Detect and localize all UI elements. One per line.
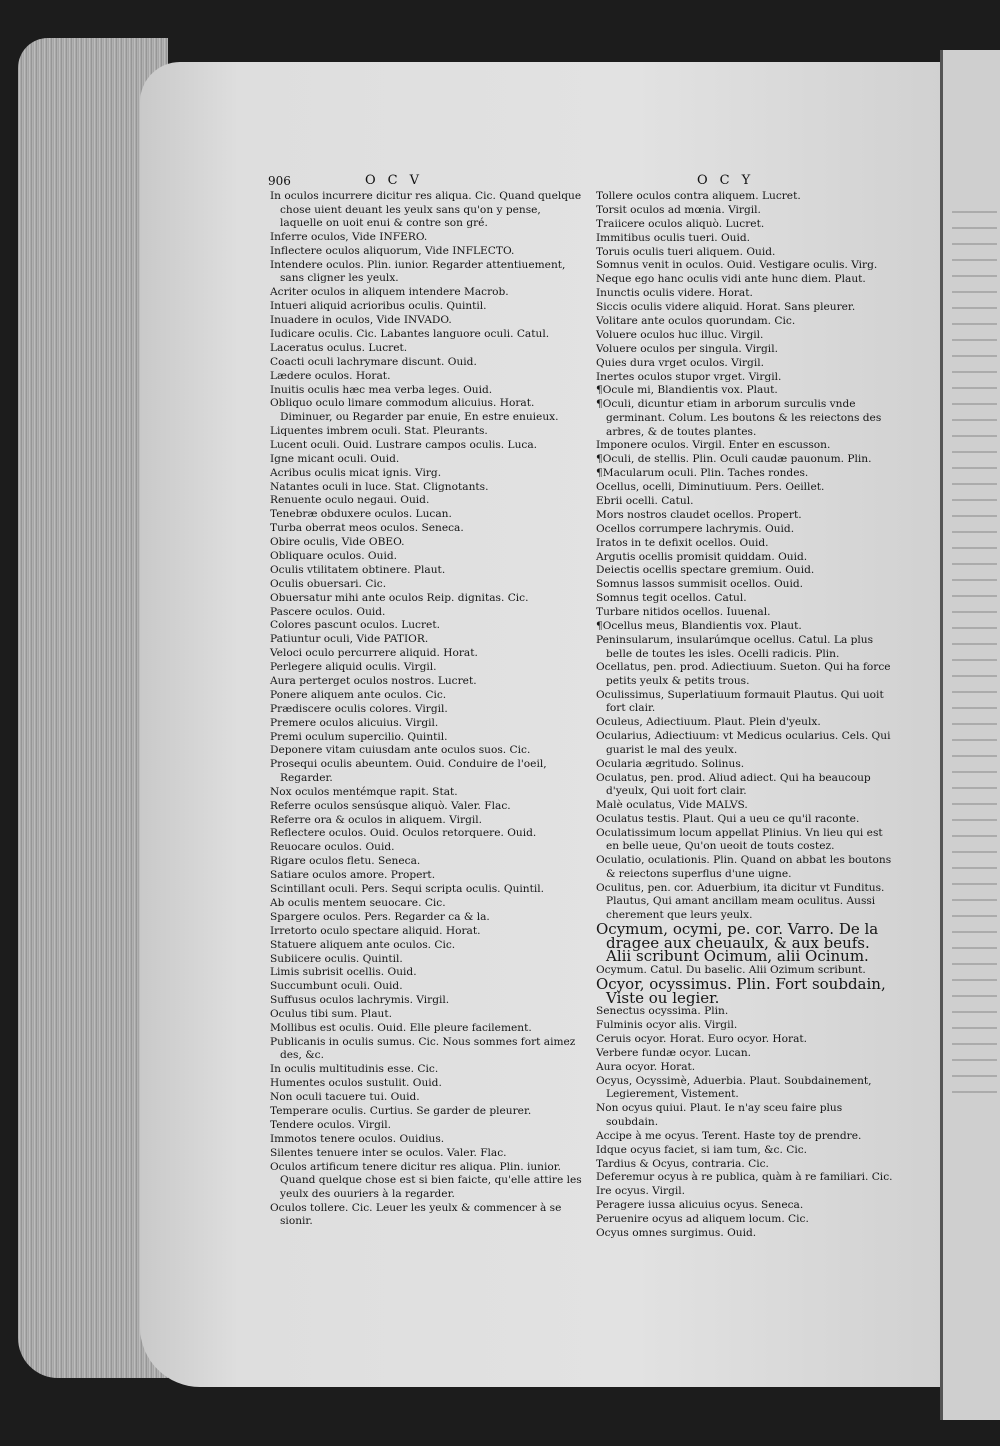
dictionary-entry: Igne micant oculi. Ouid. <box>270 452 400 465</box>
dictionary-entry: Ocellos corrumpere lachrymis. Ouid. <box>596 522 795 535</box>
dictionary-entry: Temperare oculis. Curtius. Se garder de pleurer. <box>270 1105 532 1117</box>
dictionary-entry: Somnus venit in oculos. Ouid. Vestigare oculis. Virg. <box>596 259 878 272</box>
dictionary-entry: Malè oculatus, Vide MALVS. <box>596 799 748 812</box>
dictionary-entry: Verbere fundæ ocyor. Lucan. <box>596 1047 752 1060</box>
dictionary-entry: Inferre oculos, Vide INFERO. <box>270 231 428 244</box>
dictionary-entry: Ocyus omnes surgimus. Ouid. <box>596 1227 757 1240</box>
dictionary-entry: Oculissimus, Superlatiuum formauit Plautus. Qui uoit fort clair. <box>596 688 884 715</box>
dictionary-entry: Spargere oculos. Pers. Regarder ca & la. <box>270 910 490 923</box>
dictionary-entry: Ab oculis mentem seuocare. Cic. <box>270 896 446 909</box>
dictionary-entry: Deferemur ocyus à re publica, quàm à re familiari. Cic. <box>596 1171 893 1184</box>
dictionary-entry: Ocymum, ocymi, pe. cor. Varro. De la dragee aux cheuaulx, & aux beufs. Alii scribunt Ocimum, alii Ocinum. <box>596 919 879 966</box>
dictionary-entry: Volitare ante oculos quorundam. Cic. <box>596 315 796 328</box>
dictionary-entry: Peragere iussa alicuius ocyus. Seneca. <box>596 1199 804 1212</box>
dictionary-entry: Acribus oculis micat ignis. Virg. <box>270 466 442 479</box>
dictionary-entry: Fulminis ocyor alis. Virgil. <box>596 1019 738 1032</box>
dictionary-entry: Inunctis oculis videre. Horat. <box>596 287 753 300</box>
dictionary-entry: Iudicare oculis. Cic. Labantes languore oculi. Catul. <box>270 328 550 341</box>
dictionary-entry: Colores pascunt oculos. Lucret. <box>270 619 440 632</box>
dictionary-entry: Premere oculos alicuius. Virgil. <box>270 716 439 729</box>
dictionary-entry: Inertes oculos stupor vrget. Virgil. <box>596 370 782 383</box>
dictionary-entry: Tendere oculos. Virgil. <box>270 1118 391 1131</box>
dictionary-entry: Perlegere aliquid oculis. Virgil. <box>270 661 437 674</box>
dictionary-entry: Deponere vitam cuiusdam ante oculos suos. Cic. <box>270 744 531 757</box>
dictionary-entry: Oculos artificum tenere dicitur res aliqua. Plin. iunior. Quand quelque chose est si bien faicte, qu'elle attire les yeulx des ouuriers à la regarder. <box>270 1160 582 1200</box>
dictionary-entry: Oculatissimum locum appellat Plinius. Vn lieu qui est en belle ueue, Qu'on ueoit de touts costez. <box>596 826 883 853</box>
dictionary-entry: Premi oculum supercilio. Quintil. <box>270 730 448 743</box>
dictionary-entry: ¶Ocellus meus, Blandientis vox. Plaut. <box>596 620 802 633</box>
dictionary-entry: Obuersatur mihi ante oculos Reip. dignitas. Cic. <box>270 591 529 604</box>
dictionary-entry: Non ocyus quiui. Plaut. Ie n'ay sceu faire plus soubdain. <box>596 1102 843 1128</box>
dictionary-entry: Somnus lassos summisit ocellos. Ouid. <box>596 578 804 591</box>
dictionary-entry: Aura perterget oculos nostros. Lucret. <box>270 674 477 687</box>
dictionary-entry: Prosequi oculis abeuntem. Ouid. Conduire de l'oeil, Regarder. <box>270 758 547 784</box>
dictionary-entry: Ire ocyus. Virgil. <box>596 1185 686 1198</box>
dictionary-entry: Prædiscere oculis colores. Virgil. <box>270 702 448 715</box>
dictionary-entry: Irretorto oculo spectare aliquid. Horat. <box>270 924 481 937</box>
dictionary-entry: Ponere aliquem ante oculos. Cic. <box>270 688 447 701</box>
dictionary-entry: Torsit oculos ad mœnia. Virgil. <box>596 203 761 216</box>
dictionary-entry: Somnus tegit ocellos. Catul. <box>596 592 747 605</box>
dictionary-entry: Lucent oculi. Ouid. Lustrare campos oculis. Luca. <box>270 438 538 451</box>
dictionary-entry: Satiare oculos amore. Propert. <box>270 869 436 882</box>
dictionary-entry: Intendere oculos. Plin. iunior. Regarder attentiuement, sans cligner les yeulx. <box>270 258 566 285</box>
dictionary-entry: Succumbunt oculi. Ouid. <box>270 980 403 993</box>
dictionary-entry: Oculis obuersari. Cic. <box>270 577 387 590</box>
dictionary-entry: Immitibus oculis tueri. Ouid. <box>596 231 751 244</box>
dictionary-entry: ¶Oculi, de stellis. Plin. Oculi caudæ pauonum. Plin. <box>596 453 872 466</box>
dictionary-entry: Voluere oculos huc illuc. Virgil. <box>596 328 764 341</box>
dictionary-entry: Publicanis in oculis sumus. Cic. Nous sommes fort aimez des, &c. <box>270 1035 576 1062</box>
dictionary-entry: Ocellus, ocelli, Diminutiuum. Pers. Oeillet. <box>596 481 825 494</box>
dictionary-entry: Rigare oculos fletu. Seneca. <box>270 855 421 868</box>
left-column <box>270 190 585 1229</box>
dictionary-entry: Argutis ocellis promisit quiddam. Ouid. <box>596 550 808 563</box>
dictionary-entry: Inuitis oculis hæc mea verba leges. Ouid. <box>270 383 493 396</box>
dictionary-entry: Mollibus est oculis. Ouid. Elle pleure facilement. <box>270 1021 532 1034</box>
dictionary-entry: Reflectere oculos. Ouid. Oculos retorquere. Ouid. <box>270 827 537 840</box>
dictionary-entry: Turbare nitidos ocellos. Iuuenal. <box>596 606 771 619</box>
dictionary-entry: Peninsularum, insularúmque ocellus. Catul. La plus belle de toutes les isles. Ocelli radicis. Plin. <box>596 633 874 660</box>
dictionary-entry: Ocyus, Ocyssimè, Aduerbia. Plaut. Soubdainement, Legierement, Vistement. <box>596 1074 872 1101</box>
dictionary-entry: Humentes oculos sustulit. Ouid. <box>270 1077 442 1090</box>
dictionary-entry: Ocymum. Catul. Du baselic. Alii Ozimum scribunt. <box>596 964 866 977</box>
facing-page-text-fragment <box>952 200 997 1100</box>
dictionary-entry: Mors nostros claudet ocellos. Propert. <box>596 508 802 521</box>
dictionary-entry: Voluere oculos per singula. Virgil. <box>596 342 778 355</box>
dictionary-entry: Traiicere oculos aliquò. Lucret. <box>596 217 765 230</box>
dictionary-entry: Senectus ocyssima. Plin. <box>596 1005 729 1018</box>
dictionary-entry: Oculos tollere. Cic. Leuer les yeulx & commencer à se sionir. <box>270 1201 562 1228</box>
dictionary-entry: Oculatus testis. Plaut. Qui a ueu ce qu'il raconte. <box>596 813 860 825</box>
running-head-left: OCV <box>365 173 431 188</box>
dictionary-entry: Oculeus, Adiectiuum. Plaut. Plein d'yeulx. <box>596 716 821 729</box>
dictionary-entry: Obire oculis, Vide OBEO. <box>270 536 405 549</box>
dictionary-entry: Renuente oculo negaui. Ouid. <box>270 494 430 507</box>
dictionary-entry: Neque ego hanc oculis vidi ante hunc diem. Plaut. <box>596 273 866 286</box>
dictionary-entry: Tollere oculos contra aliquem. Lucret. <box>596 190 801 202</box>
dictionary-entry: Natantes oculi in luce. Stat. Clignotants. <box>270 480 489 493</box>
dictionary-entry: Ebrii ocelli. Catul. <box>596 495 694 507</box>
dictionary-entry: Referre oculos sensúsque aliquò. Valer. Flac. <box>270 799 511 812</box>
dictionary-entry: Liquentes imbrem oculi. Stat. Pleurants. <box>270 424 488 437</box>
dictionary-entry: Veloci oculo percurrere aliquid. Horat. <box>270 647 478 660</box>
dictionary-entry: Silentes tenuere inter se oculos. Valer. Flac. <box>270 1146 507 1159</box>
dictionary-entry: Laceratus oculus. Lucret. <box>270 341 408 354</box>
right-column <box>596 190 896 1241</box>
dictionary-entry: Peruenire ocyus ad aliquem locum. Cic. <box>596 1213 809 1226</box>
dictionary-entry: Deiectis ocellis spectare gremium. Ouid. <box>596 564 815 577</box>
dictionary-entry: Limis subrisit ocellis. Ouid. <box>270 966 417 979</box>
dictionary-entry: Toruis oculis tueri aliquem. Ouid. <box>596 245 776 258</box>
dictionary-entry: Oculatio, oculationis. Plin. Quand on abbat les boutons & reiectons superflus d'une uigne. <box>596 854 892 880</box>
dictionary-entry: Oculitus, pen. cor. Aduerbium, ita dicitur vt Funditus. Plautus, Qui amant ancillam meam oculitus. Aussi cherement que leurs yeulx. <box>596 881 885 922</box>
dictionary-entry: Aura ocyor. Horat. <box>596 1060 696 1073</box>
dictionary-entry: Tenebræ obduxere oculos. Lucan. <box>270 508 452 521</box>
dictionary-entry: Ocularia ægritudo. Solinus. <box>596 757 745 770</box>
dictionary-entry: Scintillant oculi. Pers. Sequi scripta oculis. Quintil. <box>270 883 545 896</box>
dictionary-entry: Patiuntur oculi, Vide PATIOR. <box>270 633 429 646</box>
dictionary-entry: Immotos tenere oculos. Ouidius. <box>270 1132 445 1145</box>
dictionary-entry: Reuocare oculos. Ouid. <box>270 841 395 854</box>
dictionary-entry: Statuere aliquem ante oculos. Cic. <box>270 938 456 951</box>
dictionary-entry: Ocularius, Adiectiuum: vt Medicus ocularius. Cels. Qui guarist le mal des yeulx. <box>596 730 891 756</box>
dictionary-entry: Lædere oculos. Horat. <box>270 369 391 382</box>
dictionary-entry: Intueri aliquid acrioribus oculis. Quintil. <box>270 300 487 313</box>
dictionary-entry: Subiicere oculis. Quintil. <box>270 952 403 965</box>
dictionary-entry: Pascere oculos. Ouid. <box>270 605 386 618</box>
dictionary-entry: Suffusus oculos lachrymis. Virgil. <box>270 994 450 1007</box>
dictionary-entry: Obliquo oculo limare commodum alicuius. Horat. Diminuer, ou Regarder par enuie, En estre enuieux. <box>270 397 559 424</box>
dictionary-entry: ¶Ocule mi, Blandientis vox. Plaut. <box>596 384 778 397</box>
dictionary-entry: Ceruis ocyor. Horat. Euro ocyor. Horat. <box>596 1033 808 1046</box>
dictionary-entry: Referre ora & oculos in aliquem. Virgil. <box>270 813 482 826</box>
dictionary-entry: Ocellatus, pen. prod. Adiectiuum. Sueton. Qui ha force petits yeulx & petits trous. <box>596 661 891 687</box>
dictionary-entry: Accipe à me ocyus. Terent. Haste toy de prendre. <box>596 1129 862 1142</box>
dictionary-entry: Nox oculos mentémque rapit. Stat. <box>270 785 458 798</box>
dictionary-entry: Oculatus, pen. prod. Aliud adiect. Qui ha beaucoup d'yeulx, Qui uoit fort clair. <box>596 771 871 798</box>
dictionary-entry: Quies dura vrget oculos. Virgil. <box>596 356 764 369</box>
dictionary-entry: Imponere oculos. Virgil. Enter en escusson. <box>596 439 831 452</box>
dictionary-entry: Siccis oculis videre aliquid. Horat. Sans pleurer. <box>596 301 856 314</box>
dictionary-entry: Oculis vtilitatem obtinere. Plaut. <box>270 563 446 576</box>
dictionary-entry: Oculus tibi sum. Plaut. <box>270 1008 392 1021</box>
dictionary-entry: ¶Oculi, dicuntur etiam in arborum surculis vnde germinant. Colum. Les boutons & les reiectons des arbres, & de toutes plantes. <box>596 398 882 438</box>
dictionary-entry: Idque ocyus faciet, si iam tum, &c. Cic. <box>596 1143 808 1156</box>
dictionary-entry: In oculos incurrere dicitur res aliqua. Cic. Quand quelque chose uient deuant les yeulx sans qu'on y pense, laquelle on uoit enui & contre son gré. <box>270 190 582 230</box>
dictionary-entry: ¶Macularum oculi. Plin. Taches rondes. <box>596 467 809 480</box>
dictionary-entry: Inuadere in oculos, Vide INVADO. <box>270 314 452 327</box>
dictionary-entry: Coacti oculi lachrymare discunt. Ouid. <box>270 355 477 368</box>
dictionary-entry: Inflectere oculos aliquorum, Vide INFLECTO. <box>270 244 515 257</box>
dictionary-entry: Non oculi tacuere tui. Ouid. <box>270 1091 420 1104</box>
running-head-right: OCY <box>697 173 763 188</box>
dictionary-entry: Acriter oculos in aliquem intendere Macrob. <box>270 286 509 299</box>
dictionary-entry: Obliquare oculos. Ouid. <box>270 549 397 562</box>
dictionary-entry: Ocyor, ocyssimus. Plin. Fort soubdain, Viste ou legier. <box>596 974 886 1007</box>
dictionary-entry: Turba oberrat meos oculos. Seneca. <box>270 522 464 535</box>
page-number: 906 <box>268 174 291 188</box>
dictionary-entry: In oculis multitudinis esse. Cic. <box>270 1063 439 1076</box>
dictionary-entry: Iratos in te defixit ocellos. Ouid. <box>596 536 769 549</box>
dictionary-entry: Tardius & Ocyus, contraria. Cic. <box>596 1157 769 1170</box>
